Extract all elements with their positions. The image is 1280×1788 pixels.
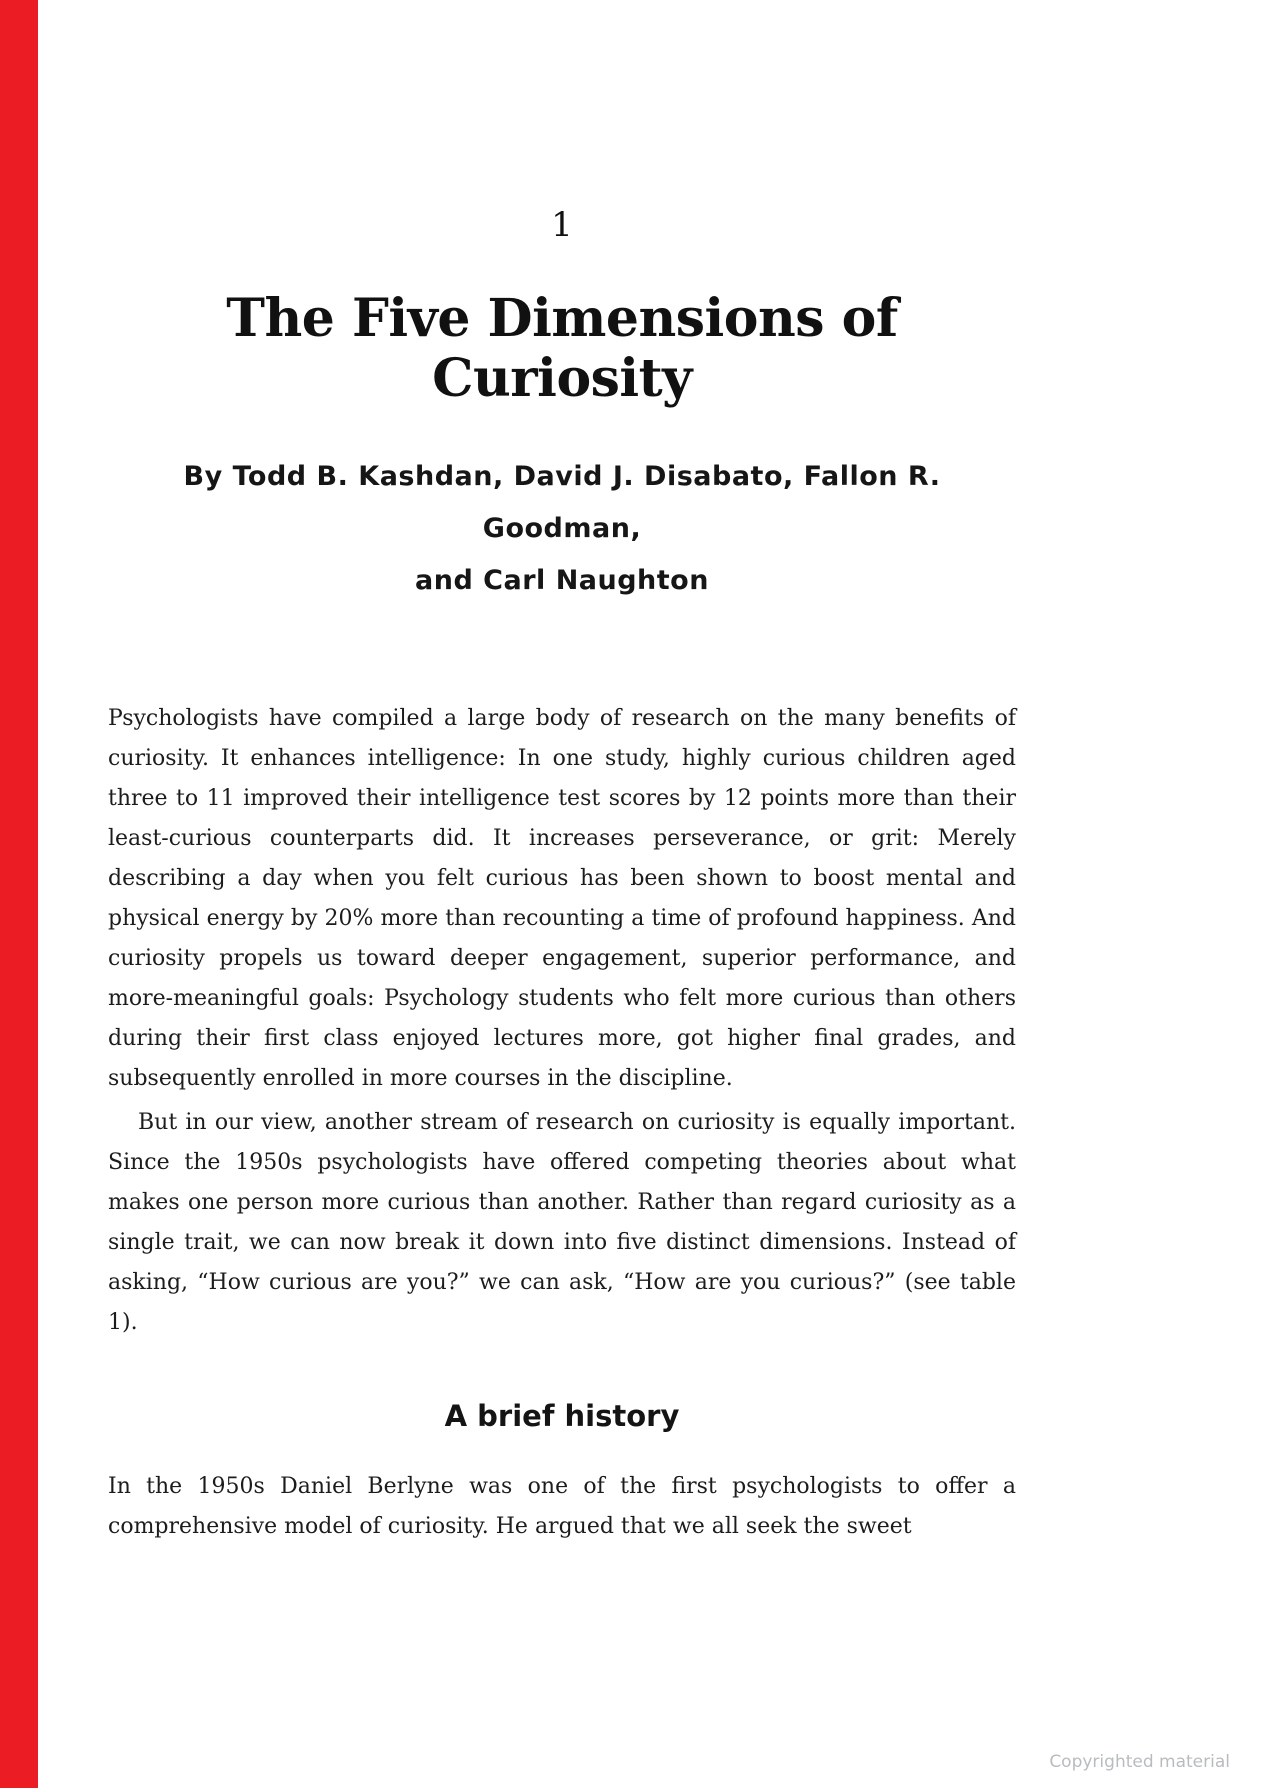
byline-line-1: By Todd B. Kashdan, David J. Disabato, Fallon R. Goodman, xyxy=(183,460,941,544)
body-text xyxy=(108,699,1016,1343)
byline-line-2: and Carl Naughton xyxy=(415,564,709,596)
copyright-notice: Copyrighted material xyxy=(1049,1752,1230,1772)
body-paragraph-1: Psychologists have compiled a large body of research on the many benefits of curiosity. It enhances intelligence: In one study, highly curious children aged three to 11 improved their intelligence test scores by 12 points more than their least-curious counterparts did. It increases perseverance, or grit: Merely describing a day when you felt curious has been shown to boost mental and physical energy by 20% more than recounting a time of profound happiness. And curiosity propels us toward deeper engagement, superior performance, and more-meaningful goals: Psychology students who felt more curious than others during their first class enjoyed lectures more, got higher final grades, and subsequently enrolled in more courses in the discipline. xyxy=(108,705,1016,1091)
section-paragraph-1: In the 1950s Daniel Berlyne was one of the first psychologists to offer a comprehensive model of curiosity. He argued that we all seek the sweet xyxy=(108,1473,1016,1539)
chapter-title: The Five Dimensions of Curiosity xyxy=(226,288,898,409)
page-content xyxy=(108,0,1016,1547)
page-edge-accent-bar xyxy=(0,0,38,1788)
byline xyxy=(108,451,1016,607)
chapter-number: 1 xyxy=(551,205,573,245)
body-paragraph-2: But in our view, another stream of research on curiosity is equally important. Since the 1950s psychologists have offered competing theories about what makes one person more curious than another. Rather than regard curiosity as a single trait, we can now break it down into five distinct dimensions. Instead of asking, “How curious are you?” we can ask, “How are you curious?” (see table 1). xyxy=(108,1109,1016,1335)
section-heading: A brief history xyxy=(444,1398,680,1433)
